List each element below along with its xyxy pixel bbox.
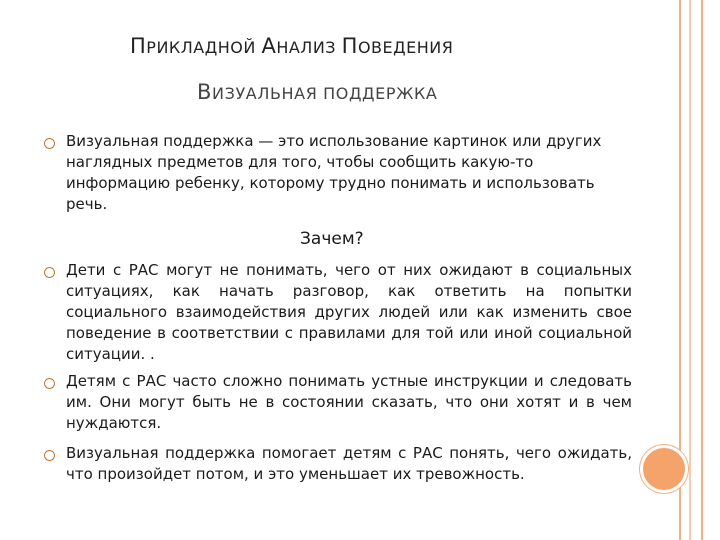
title-part-1: РИКЛАДНОЙ bbox=[146, 38, 262, 57]
question-heading: Зачем? bbox=[300, 229, 364, 249]
subtitle-rest: ИЗУАЛЬНАЯ ПОДДЕРЖКА bbox=[212, 84, 438, 103]
definition-paragraph: Визуальная поддержка — это использование картинок или других наглядных предметов для того, чтобы сообщить какую-то информацию ребенку, которому трудно понимать и использовать речь. bbox=[66, 132, 602, 213]
title-cap-3: П bbox=[341, 34, 358, 58]
title-cap-1: П bbox=[130, 34, 147, 58]
subtitle-cap: В bbox=[197, 80, 213, 104]
point-paragraph-3: Визуальная поддержка помогает детям с РАС понять, чего ожидать, что произойдет потом, и это уменьшает их тревожность. bbox=[66, 444, 632, 483]
bullet-circle-icon bbox=[44, 267, 55, 278]
decorative-orange-circle bbox=[643, 448, 685, 490]
title-part-3: ОВЕДЕНИЯ bbox=[357, 38, 454, 57]
point-paragraph-1: Дети с РАС могут не понимать, чего от них ожидают в социальных ситуациях, как начать разговор, как ответить на попытки социального взаимодействия других людей или как изменить свое поведение в соответствии с правилами для той или иной социальной ситуации. . bbox=[66, 261, 632, 363]
slide-subtitle bbox=[197, 80, 437, 104]
title-part-2: НАЛИЗ bbox=[276, 38, 342, 57]
bullet-circle-icon bbox=[44, 138, 55, 149]
slide-title bbox=[130, 34, 550, 58]
title-cap-2: А bbox=[261, 34, 277, 58]
bullet-circle-icon bbox=[44, 450, 55, 461]
bullet-circle-icon bbox=[44, 378, 55, 389]
point-paragraph-2: Детям с РАС часто сложно понимать устные инструкции и следовать им. Они могут быть не в состоянии сказать, что они хотят и в чем нуждаются. bbox=[66, 372, 632, 432]
